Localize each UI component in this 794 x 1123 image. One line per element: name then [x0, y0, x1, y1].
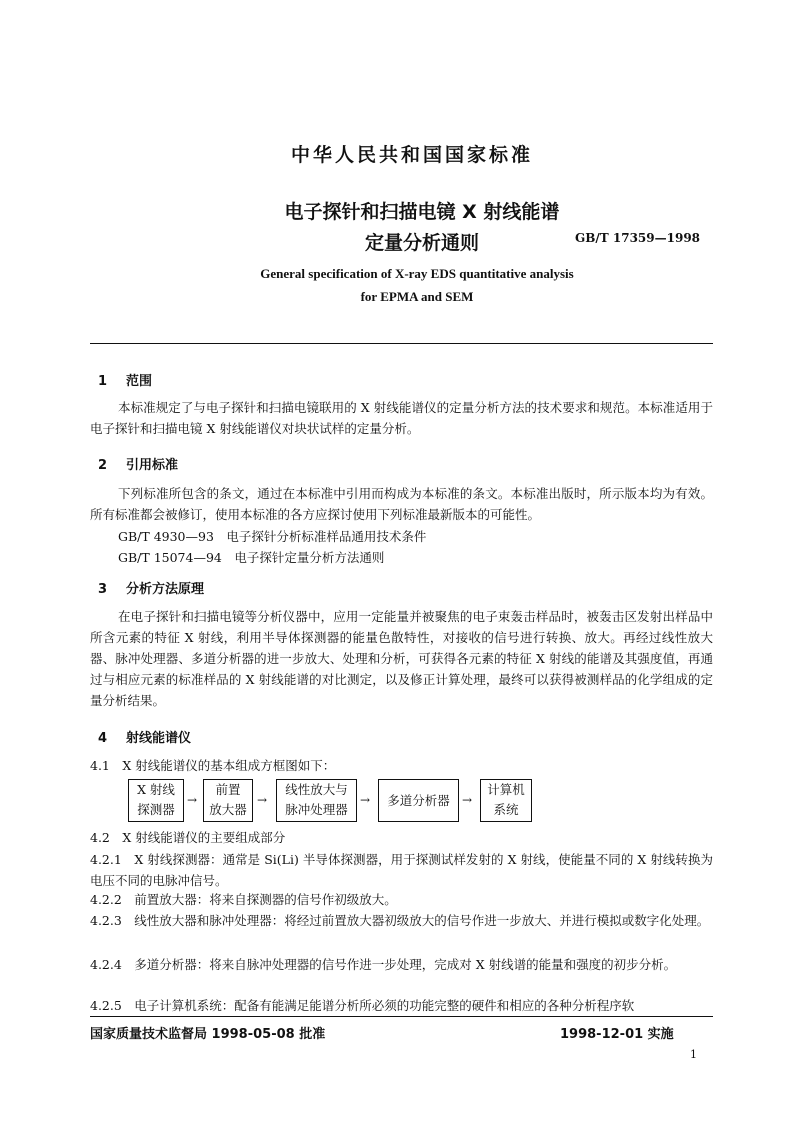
- paragraph: 4.2.1 X 射线探测器：通常是 Si(Li) 半导体探测器，用于探测试样发射的 X 射线，使能量不同的 X 射线转换为电压不同的电脉冲信号。: [90, 852, 713, 888]
- reference-item: GB/T 15074—94 电子探针定量分析方法通则: [118, 550, 385, 565]
- section-number: 1: [98, 374, 108, 389]
- section-1-body: [90, 397, 713, 439]
- box-multichannel-analyzer: [378, 779, 459, 822]
- reference-item: GB/T 4930—93 电子探针分析标准样品通用技术条件: [118, 529, 427, 544]
- arrow-icon: →: [187, 793, 198, 807]
- box-xray-detector: [128, 779, 184, 822]
- arrow-icon: →: [462, 793, 473, 807]
- page-number: 1: [690, 1048, 697, 1061]
- national-standard-heading: 中华人民共和国国家标准: [290, 144, 533, 166]
- section-3-heading: [98, 578, 204, 597]
- footer-divider: [90, 1016, 713, 1017]
- approval-note: 国家质量技术监督局 1998-05-08 批准: [90, 1027, 326, 1042]
- paragraph: 在电子探针和扫描电镜等分析仪器中，应用一定能量并被聚焦的电子束轰击样品时，被轰击区发射出样品中所含元素的特征 X 射线，利用半导体探测器的能量色散特性，对接收的信号进行转换、放大。再经过线性放大器、脉冲处理器、多道分析器的进一步放大、处理和分析，可获得各元素的特征 X 射线的能谱及其强度值，再通过与相应元素的标准样品的 X 射线能谱的对比测定，以及修正计算处理，最终可以获得被测样品的化学组成的定量分析结果。: [90, 609, 713, 708]
- standard-number: GB/T 17359—1998: [575, 231, 701, 245]
- english-title-line-1: General specification of X-ray EDS quantitative analysis: [260, 266, 574, 281]
- section-4-heading: [98, 727, 191, 746]
- clause-4-2-1: [90, 849, 713, 891]
- paragraph: 本标准规定了与电子探针和扫描电镜联用的 X 射线能谱仪的定量分析方法的技术要求和规范。本标准适用于电子探针和扫描电镜 X 射线能谱仪对块状试样的定量分析。: [90, 400, 713, 436]
- section-number: 4: [98, 731, 108, 746]
- implementation-date: 1998-12-01 实施: [560, 1027, 674, 1042]
- clause-4-2-4: [90, 954, 713, 975]
- section-title: 范围: [126, 374, 153, 389]
- box-label: 探测器: [137, 802, 175, 817]
- box-linear-amp-pulse-processor: [276, 779, 357, 822]
- box-label: 多道分析器: [387, 793, 450, 808]
- clause-4-2-3: [90, 910, 713, 931]
- title-line-2: 定量分析通则: [364, 232, 479, 254]
- box-label: 线性放大与: [285, 782, 348, 797]
- english-title-line-2: for EPMA and SEM: [360, 289, 474, 304]
- clause-4-1: 4.1 X 射线能谱仪的基本组成方框图如下：: [90, 758, 336, 773]
- title-line-1: 电子探针和扫描电镜 X 射线能谱: [284, 201, 560, 223]
- arrow-icon: →: [360, 793, 371, 807]
- section-title: 引用标准: [126, 458, 179, 473]
- paragraph: 4.2.3 线性放大器和脉冲处理器：将经过前置放大器初级放大的信号作进一步放大、并进行模拟或数字化处理。: [90, 913, 710, 928]
- header-divider: [90, 343, 713, 344]
- clause-4-2-5: 4.2.5 电子计算机系统：配备有能满足能谱分析所必须的功能完整的硬件和相应的各种分析程序软: [90, 998, 635, 1013]
- section-1-heading: [98, 370, 152, 389]
- box-computer-system: [480, 779, 532, 822]
- clause-4-2-2: 4.2.2 前置放大器：将来自探测器的信号作初级放大。: [90, 892, 397, 907]
- paragraph: 下列标准所包含的条文，通过在本标准中引用而构成为本标准的条文。本标准出版时，所示版本均为有效。所有标准都会被修订，使用本标准的各方应探讨使用下列标准最新版本的可能性。: [90, 486, 713, 522]
- box-label: 脉冲处理器: [285, 802, 348, 817]
- box-label: 前置: [215, 782, 241, 797]
- section-3-body: [90, 606, 713, 711]
- box-label: 计算机: [487, 782, 525, 797]
- section-title: 射线能谱仪: [126, 731, 192, 746]
- clause-4-2: 4.2 X 射线能谱仪的主要组成部分: [90, 830, 286, 845]
- section-2-body: [90, 483, 713, 525]
- section-title: 分析方法原理: [126, 582, 205, 597]
- section-number: 3: [98, 582, 108, 597]
- box-label: 系统: [493, 802, 519, 817]
- arrow-icon: →: [257, 793, 268, 807]
- box-label: X 射线: [137, 782, 175, 797]
- box-preamplifier: [203, 779, 253, 822]
- paragraph: 4.2.4 多道分析器：将来自脉冲处理器的信号作进一步处理，完成对 X 射线谱的能量和强度的初步分析。: [90, 957, 677, 972]
- section-2-heading: [98, 454, 178, 473]
- section-number: 2: [98, 458, 108, 473]
- box-label: 放大器: [209, 802, 247, 817]
